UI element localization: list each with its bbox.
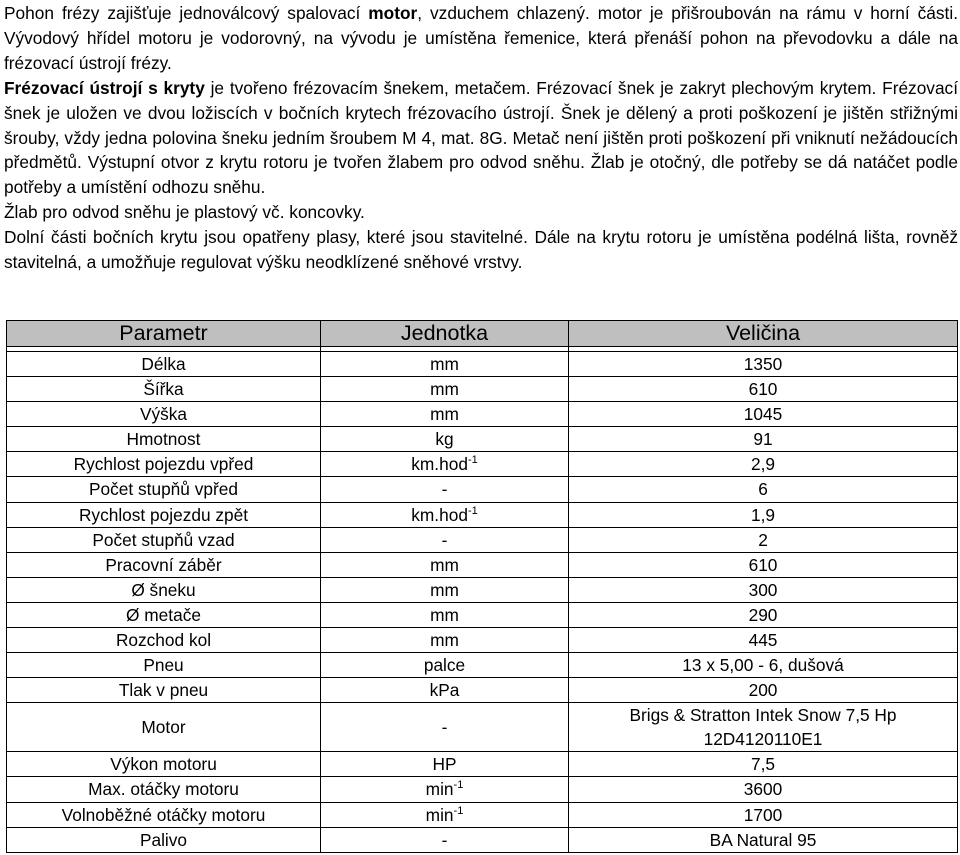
cell-jednotka: [321, 703, 569, 752]
unit-text: -: [441, 529, 448, 550]
cell-velicina: [569, 628, 958, 653]
cell-jednotka: [321, 527, 569, 552]
cell-jednotka: [321, 653, 569, 678]
cell-velicina: [569, 402, 958, 427]
cell-velicina: [569, 352, 958, 377]
table-row: [7, 427, 958, 452]
table-row: [7, 502, 958, 527]
table-row: [7, 527, 958, 552]
cell-velicina: [569, 377, 958, 402]
table-row: [7, 602, 958, 627]
cell-parametr: Pneu: [7, 653, 321, 678]
table-row: [7, 827, 958, 852]
cell-parametr: Hmotnost: [7, 427, 321, 452]
value-text: 300: [748, 579, 778, 600]
value-text: 3600: [743, 779, 783, 800]
cell-parametr: Max. otáčky motoru: [7, 777, 321, 802]
header-jednotka: Jednotka: [321, 321, 569, 347]
value-text: 1045: [743, 404, 783, 425]
table-row: [7, 777, 958, 802]
cell-parametr: Délka: [7, 352, 321, 377]
value-text: 13 x 5,00 - 6, dušová: [682, 655, 844, 676]
cell-parametr: Počet stupňů vzad: [7, 527, 321, 552]
document-text: [4, 1, 958, 275]
unit-exponent: -1: [453, 779, 464, 792]
cell-jednotka: [321, 678, 569, 703]
unit-text: mm: [430, 379, 459, 400]
value-text: BA Natural 95: [709, 829, 817, 850]
table-row: [7, 802, 958, 827]
value-text: 610: [748, 554, 778, 575]
cell-jednotka: [321, 502, 569, 527]
bold-term: Frézovací ústrojí s kryty: [4, 77, 205, 98]
value-text: 7,5: [750, 754, 776, 775]
table-row: [7, 552, 958, 577]
cell-parametr: Ø metače: [7, 602, 321, 627]
table-header-row: [7, 321, 958, 347]
unit-text: -: [441, 717, 448, 738]
cell-jednotka: [321, 827, 569, 852]
value-text: 2: [758, 529, 768, 550]
cell-parametr: Palivo: [7, 827, 321, 852]
cell-jednotka: [321, 628, 569, 653]
cell-jednotka: [321, 402, 569, 427]
unit-text: kPa: [429, 680, 460, 701]
table-row: [7, 377, 958, 402]
cell-velicina: [569, 678, 958, 703]
value-text: 6: [758, 479, 768, 500]
specification-table: [6, 320, 958, 853]
cell-jednotka: [321, 452, 569, 477]
table-row: [7, 703, 958, 752]
cell-parametr: Šířka: [7, 377, 321, 402]
paragraph-text: , vzduchem chlazený. motor je přišroubován na rámu v horní části. Vývodový hřídel motoru je vodorovný, na vývodu je umístěna řemenice, která přenáší pohon na převodovku a dále na frézovací ústrojí frézy.: [4, 3, 959, 73]
cell-parametr: Rychlost pojezdu vpřed: [7, 452, 321, 477]
unit-text: -: [441, 479, 448, 500]
unit-text: min: [425, 804, 454, 825]
value-text: 91: [753, 429, 773, 450]
cell-parametr: Volnoběžné otáčky motoru: [7, 802, 321, 827]
cell-velicina: [569, 477, 958, 502]
value-text: 1,9: [750, 504, 776, 525]
cell-velicina: [569, 577, 958, 602]
cell-parametr: Rychlost pojezdu zpět: [7, 502, 321, 527]
cell-velicina: [569, 602, 958, 627]
cell-velicina: [569, 703, 958, 752]
cell-jednotka: [321, 777, 569, 802]
value-text: 1700: [743, 804, 783, 825]
unit-text: kg: [435, 429, 454, 450]
unit-exponent: -1: [467, 504, 478, 517]
cell-jednotka: [321, 477, 569, 502]
cell-velicina: [569, 427, 958, 452]
cell-jednotka: [321, 752, 569, 777]
cell-jednotka: [321, 802, 569, 827]
cell-velicina: [569, 502, 958, 527]
unit-text: km.hod: [411, 454, 468, 475]
cell-parametr: Výkon motoru: [7, 752, 321, 777]
value-text: 2,9: [750, 454, 776, 475]
table-row: [7, 402, 958, 427]
cell-parametr: Pracovní záběr: [7, 552, 321, 577]
cell-jednotka: [321, 552, 569, 577]
value-text: 200: [748, 680, 778, 701]
unit-exponent: -1: [453, 804, 464, 817]
cell-jednotka: [321, 602, 569, 627]
unit-text: mm: [430, 579, 459, 600]
table-row: [7, 628, 958, 653]
paragraph-text: Pohon frézy zajišťuje jednoválcový spalovací: [4, 3, 369, 23]
unit-text: mm: [430, 554, 459, 575]
unit-text: mm: [430, 630, 459, 651]
cell-velicina: [569, 653, 958, 678]
value-text: 1350: [743, 354, 783, 374]
table-row: [7, 477, 958, 502]
unit-text: palce: [423, 655, 466, 676]
paragraph-text: je tvořeno frézovacím šnekem, metačem. Frézovací šnek je zakryt plechovým krytem. Frézovací šnek je uložen ve dvou ložiscích v bočních krytech frézovacího ústrojí. Šnek je dělený a proti poškození je jištěn střižnými šrouby, vždy jedna polovina šneku jedním šroubem M 4, mat. 8G. Metač není jištěn proti poškození při vniknutí nežádoucích předmětů. Výstupní otvor z krytu rotoru je tvořen žlabem pro odvod sněhu. Žlab je otočný, dle potřeby se dá natáčet podle potřeby a umístění odhozu sněhu.: [4, 77, 959, 198]
cell-jednotka: [321, 577, 569, 602]
value-text: 290: [748, 604, 778, 625]
header-velicina: Veličina: [569, 321, 958, 347]
table-row: [7, 352, 958, 377]
cell-parametr: Rozchod kol: [7, 628, 321, 653]
bold-term: motor: [368, 3, 418, 23]
cell-jednotka: [321, 377, 569, 402]
cell-parametr: Motor: [7, 703, 321, 752]
table-row: [7, 678, 958, 703]
cell-velicina: [569, 752, 958, 777]
unit-text: mm: [430, 404, 459, 425]
paragraph-engine: [4, 1, 958, 76]
value-text: Brigs & Stratton Intek Snow 7,5 Hp: [629, 705, 897, 726]
unit-text: HP: [432, 754, 457, 775]
unit-text: -: [441, 829, 448, 850]
unit-text: mm: [430, 604, 459, 625]
cell-jednotka: [321, 352, 569, 377]
unit-text: km.hod: [411, 504, 468, 525]
cell-parametr: Počet stupňů vpřed: [7, 477, 321, 502]
cell-velicina: [569, 452, 958, 477]
unit-text: min: [425, 779, 454, 800]
header-parametr: Parametr: [7, 321, 321, 347]
cell-velicina: [569, 802, 958, 827]
value-text: 610: [748, 379, 778, 400]
cell-velicina: [569, 827, 958, 852]
cell-parametr: Tlak v pneu: [7, 678, 321, 703]
cell-velicina: [569, 552, 958, 577]
unit-exponent: -1: [467, 454, 478, 467]
cell-jednotka: [321, 427, 569, 452]
cell-parametr: Ø šneku: [7, 577, 321, 602]
table-row: [7, 452, 958, 477]
table-row: [7, 577, 958, 602]
table-row: [7, 653, 958, 678]
table-row: [7, 752, 958, 777]
value-text: 445: [748, 630, 778, 651]
unit-text: mm: [430, 354, 459, 374]
paragraph-milling: [4, 76, 958, 201]
paragraph-housing: Dolní části bočních krytu jsou opatřeny plasy, které jsou stavitelné. Dále na krytu rotoru je umístěna podélná lišta, rovněž stavitelná, a umožňuje regulovat výšku neodklízené sněhové vrstvy.: [4, 227, 958, 273]
cell-velicina: [569, 527, 958, 552]
value-text-line2: 12D4120110E1: [703, 729, 823, 750]
cell-parametr: Výška: [7, 402, 321, 427]
cell-velicina: [569, 777, 958, 802]
paragraph-chute: Žlab pro odvod sněhu je plastový vč. koncovky.: [4, 202, 365, 223]
